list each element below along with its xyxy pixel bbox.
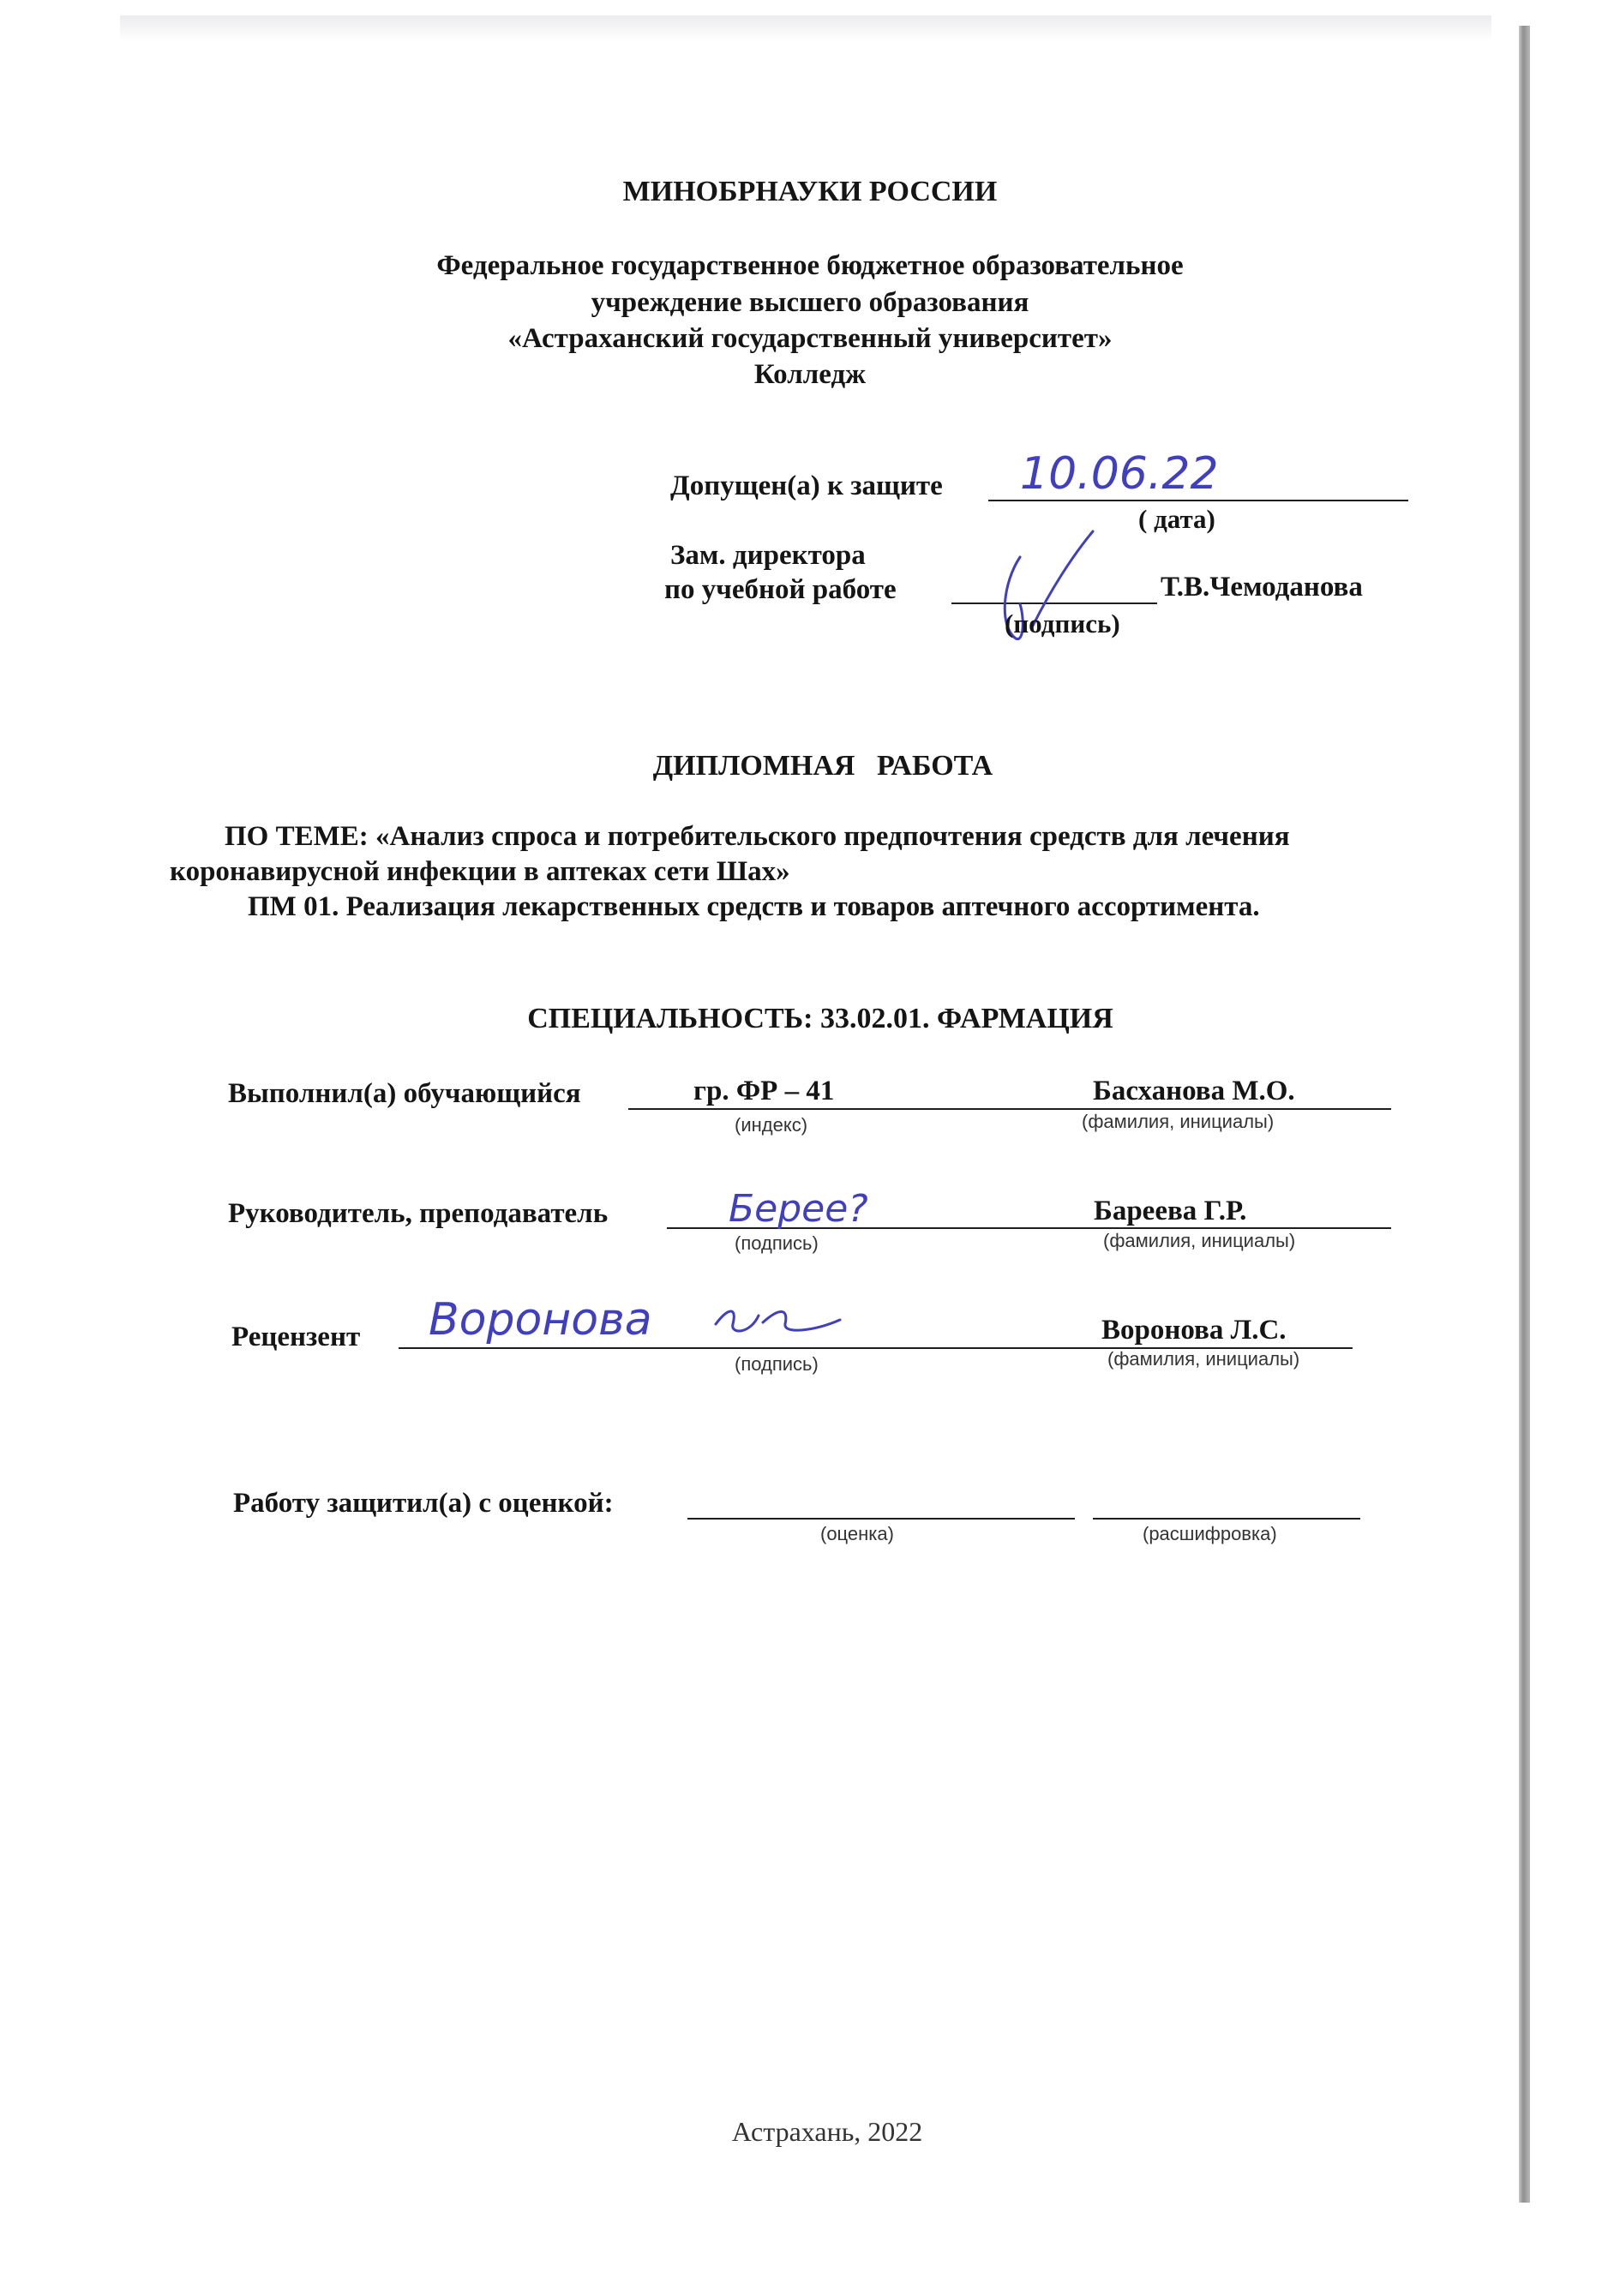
date-caption: ( дата) (1138, 504, 1215, 534)
group-caption: (индекс) (735, 1114, 808, 1136)
scan-shadow (120, 15, 1491, 41)
work-type-title: ДИПЛОМНАЯ РАБОТА (652, 750, 993, 782)
position-line-1: Зам. директора (670, 540, 866, 571)
city-year: Астрахань, 2022 (731, 2116, 923, 2147)
defense-label: Работу защитил(а) с оценкой: (233, 1488, 614, 1519)
position-line-2: по учебной работе (664, 574, 897, 605)
supervisor-label: Руководитель, преподаватель (228, 1198, 609, 1229)
student-group: гр. ФР – 41 (693, 1076, 835, 1106)
supervisor-name: Бареева Г.Р. (1094, 1196, 1247, 1226)
topic-line-1: ПО ТЕМЕ: «Анализ спроса и потребительского предпочтения средств для лечения (225, 821, 1290, 852)
reviewer-name-caption: (фамилия, инициалы) (1107, 1348, 1300, 1370)
svg-text:Берее?: Берее? (729, 1187, 868, 1231)
supervisor-signature-caption: (подпись) (735, 1232, 819, 1254)
topic-line-2: коронавирусной инфекции в аптеках сети Шах» (170, 856, 790, 887)
grade-line (687, 1518, 1075, 1520)
student-name-caption: (фамилия, инициалы) (1082, 1111, 1275, 1132)
decoding-caption: (расшифровка) (1143, 1523, 1277, 1544)
student-label: Выполнил(а) обучающийся (228, 1078, 581, 1109)
admitted-label: Допущен(а) к защите (670, 471, 943, 501)
specialty: СПЕЦИАЛЬНОСТЬ: 33.02.01. ФАРМАЦИЯ (527, 1003, 1113, 1034)
decoding-line (1093, 1518, 1360, 1520)
student-name: Басханова М.О. (1093, 1076, 1295, 1106)
reviewer-signature (411, 1273, 857, 1358)
director-signature-caption: (подпись) (1005, 608, 1120, 638)
institution-line-2: учреждение высшего образования (591, 287, 1029, 318)
reviewer-label: Рецензент (231, 1322, 361, 1352)
student-line (628, 1108, 1391, 1110)
ministry-title: МИНОБРНАУКИ РОССИИ (622, 176, 998, 207)
institution-line-1: Федеральное государственное бюджетное образовательное (436, 250, 1184, 281)
grade-caption: (оценка) (820, 1523, 894, 1544)
topic-line-3: ПМ 01. Реализация лекарственных средств и товаров аптечного ассортимента. (248, 891, 1260, 922)
supervisor-name-caption: (фамилия, инициалы) (1103, 1230, 1296, 1251)
svg-text:10.06.22: 10.06.22 (1020, 448, 1219, 500)
institution-line-3: «Астраханский государственный университет» (507, 323, 1113, 354)
institution-line-4: Колледж (753, 359, 867, 390)
handwritten-date (1011, 441, 1234, 501)
svg-text:Воронова: Воронова (429, 1294, 652, 1346)
director-name: Т.В.Чемоданова (1161, 572, 1363, 602)
supervisor-signature (724, 1183, 896, 1234)
reviewer-name: Воронова Л.С. (1101, 1315, 1287, 1346)
reviewer-signature-caption: (подпись) (735, 1353, 819, 1375)
